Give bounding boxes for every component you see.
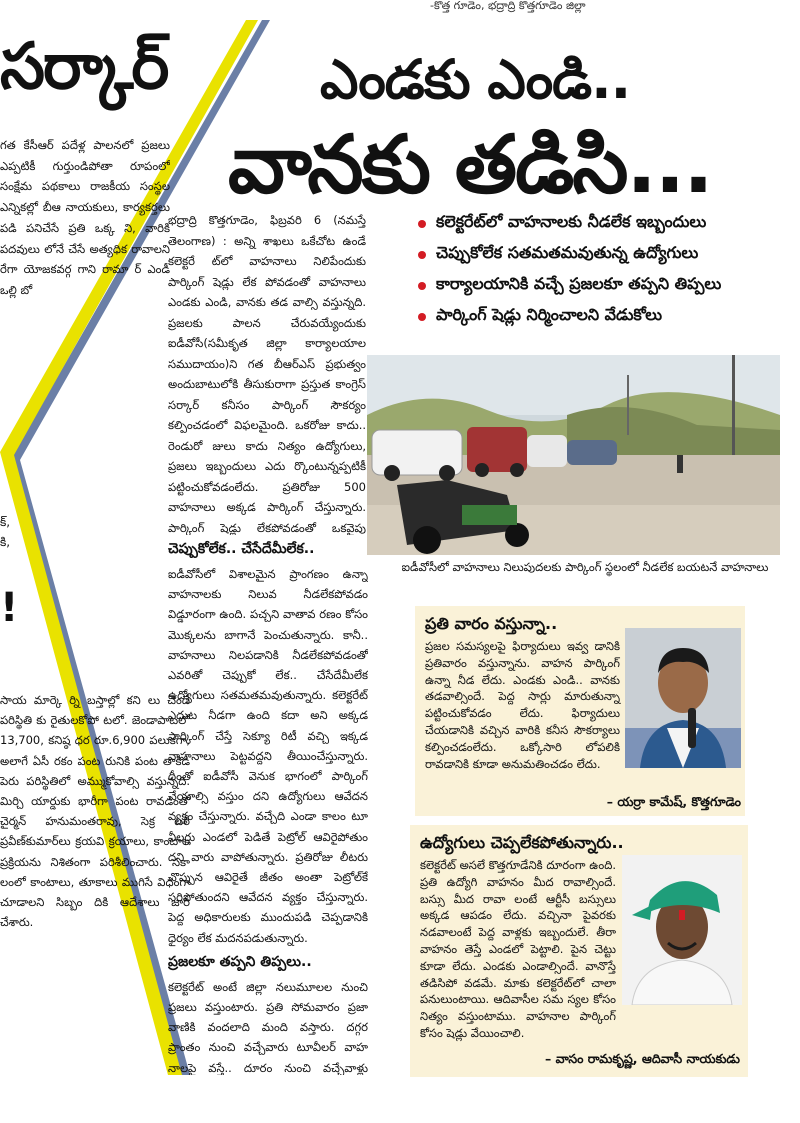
box2-signature: – వాసం రామకృష్ణ, ఆదివాసీ నాయకుడు (545, 1051, 740, 1066)
box1-text: ప్రజల సమస్యలపై ఫిర్యాదులు ఇవ్వ డానికి ప్రతివారం వస్తున్నాను. వాహన పార్కింగ్ ఉన్నా నీడ లేదు. ఎండకు ఎండి.. వానకు తడవాల్సిందే. పెద్ద సార్లు మారుతున్నా పట్టించుకోవడం లేదు. ఫిర్యాదులు చేయడానికి వచ్చిన వారికి కనీస సౌకర్యాలు కల్పించడంలేదు. ఒక్కోసారి లోపలికి రావడానికి కూడా అనుమతించడం లేదు. (425, 639, 620, 771)
article-paragraph-2: ఐడీవోసీలో విశాలమైన ప్రాంగణం ఉన్నా వాహనాలకు నిలువ నీడలేకపోవడం విడ్డూరంగా ఉంది. పచ్చని వాతావ రణం కోసం మొక్కలను బాగానే పెంచుతున్నారు. కానీ.. వాహనాలు నిలపడానికి నీడలేకపోవడంతో ఎవరితో చెప్పుకో లేక.. చేసేదేమీలేక ఉద్యోగులు సతమతమవుతున్నారు. కలెక్టరేట్ ఎదుట నీడగా ఉంది కదా అని అక్కడ పార్కింగ్ చేస్తే సెక్యూ రిటీ వచ్చి ఇక్కడ వాహనాలు పెట్టవద్దని తీయించేస్తున్నారు. దీంతో ఐడీవోసీ వెనుక భాగంలో పార్కింగ్ చేయాల్సి వస్తుం దని ఉద్యోగులు ఆవేదన వ్యక్తం చేస్తున్నారు. వచ్చేది ఎండా కాలం టూ వీలర్లు ఎండలో పెడితే పెట్రోల్ ఆవిరైపోతుం దని వారు వాపోతున్నారు. ప్రతిరోజు లీటరు చొప్పున ఆవిరైతే జీతం అంతా పెట్రోల్‌కే సరిపోతుందని ఆవేదన వ్యక్తం చేస్తున్నారు. పెద్ద అధికారులకు ముందుపడి చెప్పడానికి ధైర్యం లేక మదనపడుతున్నారు. (168, 567, 368, 945)
bullet-item (418, 305, 788, 328)
left-headline: సర్కార్ (0, 30, 168, 104)
box1-person-photo (625, 628, 741, 768)
bullet-text: పార్కింగ్ షెడ్లు నిర్మించాలని వేడుకోలు (436, 305, 663, 324)
left-column-2 (0, 690, 190, 1050)
box1-signature: – యర్రా కామేష్, కొత్తగూడెం (606, 794, 741, 809)
left-paragraph: గత కేసీఆర్ పదేళ్ల పాలనలో ప్రజలు ఎప్పటికీ గుర్తుండిపోతా రూపంలో సంక్షేమ పథకాలు రాజకీయ సంస్థల ఎన్నికల్లో బీఆ నాయకులు, కార్యకర్తలు పడి పనిచేసే ప్రతి ఒక్క ని, వారికి పదవులు లోనే చేసే అత్యధిక రావాలని రేగా యోజకవర్గ గాని రామా ర్ ఎండీ ఒల్లి బో (0, 138, 170, 297)
article-column-1 (168, 210, 366, 535)
left-bang: ! (0, 585, 19, 631)
left-paragraph-2: సాయ మార్కె ర్ని బస్తాల్లో కని లు చెందే పరిస్థితి కు రైతులకోపో టలో. జెండాపాటలో 13,700, కనిష్ఠ ధర రూ.6,900 పలుకగా, అలాగే ఏసీ రకం పంట రునికి పంట తాకిడి పెరు పరిస్థితిలో అమ్ముకోవాల్సి వస్తున్నది. మిర్చి యార్డుకు భారీగా పంట రావడంతో చైర్మన్ హనుమంతరావు, సెక్ర టరీ ప్రవీణ్‌కుమార్‌లు క్రయవి క్రయాలు, కాంటాల ప్రక్రియను నిశితంగా పరిశీలించారు. సకా లంలో కాంటాలు, తూకాలు ముగిసే విధంగా చూడాలని సిబ్బం దికి ఆదేశాలు జారీ చేశారు. (0, 693, 190, 930)
bullet-text: కార్యాలయానికి వచ్చే ప్రజలకూ తప్పని తిప్పలు (436, 274, 722, 293)
top-strip: -కొత్త గూడెం, భద్రాద్రి కొత్తగూడెం జిల్లా (430, 0, 586, 12)
quote-box-1 (415, 606, 745, 816)
box1-title: ప్రతి వారం వస్తున్నా.. (425, 614, 558, 633)
bullet-list (418, 212, 788, 336)
subheading-1: చెప్పుకోలేక.. చేసేదేమీలేక.. (168, 541, 315, 557)
box2-text: కలెక్టరేట్ అసలే కొత్తగూడేనికి దూరంగా ఉంది. ప్రతి ఉద్యోగి వాహనం మీద రావాల్సిందే. బస్సు మీద రావా లంటే ఆర్టీసీ బస్సులు అక్కడ ఆపడం లేదు. వచ్చినా పైవరకు నడవాలంటే పెద్ద వాళ్లకు ఇబ్బందులే. తీరా వాహనం తెస్తే ఎండలో పెట్టాలి. పైన చెట్టు కూడా లేదు. ఎండకు ఎండాల్సిందే. వానొస్తే తడిసిపో వడమే. మాకు కలెక్టరేట్‌లో చాలా పనులుంటాయి. ఆదివాసీల సమ స్యల కోసం నిత్యం వస్తుంటాము. వాహనాల పార్కింగ్ కోసం షెడ్లు వేయించాలి. (420, 858, 616, 1040)
bullet-dot-icon (418, 313, 426, 321)
bullet-item (418, 274, 788, 297)
subheading-2: ప్రజలకూ తప్పని తిప్పలు.. (168, 953, 312, 970)
bullet-text: కలెక్టరేట్‌లో వాహనాలకు నీడలేక ఇబ్బందులు (436, 212, 707, 231)
bullet-dot-icon (418, 220, 426, 228)
left-fragment-2: కి, (0, 535, 11, 549)
article-paragraph-3: కలెక్టరేట్ అంటే జిల్లా నలుమూలల నుంచి ప్రజలు వస్తుంటారు. ప్రతి సోమవారం ప్రజా వాణికి వందలాది మంది వస్తారు. దగ్గర ప్రాంతం నుంచి వచ్చేవారు టూవీలర్ వాహ నాలపై వస్తే.. దూరం నుంచి వచ్చేవాళ్లు (168, 979, 368, 1075)
bullet-item (418, 212, 788, 235)
headline-line-2: వానకు తడిసి... (228, 118, 712, 211)
article-column-2 (168, 535, 368, 1075)
bullet-dot-icon (418, 251, 426, 259)
bullet-dot-icon (418, 282, 426, 290)
article-paragraph-1: భద్రాద్రి కొత్తగూడెం, ఫిబ్రవరి 6 (నమస్తే తెలంగాణ) : అన్ని శాఖలు ఒకేచోట ఉండే కలెక్టరే ట్‌లో వాహనాలు నిలిపేందుకు పార్కింగ్ షెడ్లు లేక పోవడంతో వాహనాలు ఎండకు ఎండి, వానకు తడ వాల్సి వస్తున్నది. ప్రజలకు పాలన చేరువయ్యేందుకు ఐడీవోసీ(సమీకృత జిల్లా కార్యాలయాల సముదాయం)ని గత బీఆర్‌ఎస్ ప్రభుత్వం అందుబాటులోకి తీసుకురాగా ప్రస్తుత కాంగ్రెస్ సర్కార్ కనీసం పార్కింగ్ సౌకర్యం కల్పించడంలో విఫలమైంది. ఒకరోజు కాదు.. రెండురో జులు కాదు నిత్యం ఉద్యోగులు, ప్రజలు ఇబ్బందులు ఎదు ర్కొంటున్నప్పటికీ పట్టించుకోవడంలేదు. ప్రతిరోజు 500 వాహనాలు అక్కడ పార్కింగ్ చేస్తున్నారు. పార్కింగ్ షెడ్లు లేకపోవడంతో ఒకవైపు (168, 213, 366, 535)
photo-caption: ఐడీవోసీలో వాహనాలు నిలుపుదలకు పార్కింగ్ స్థలంలో నీడలేక బయటనే వాహనాలు (401, 560, 769, 574)
left-fragment-1: క్, (0, 515, 11, 529)
left-column (0, 135, 170, 420)
quote-box-2 (410, 825, 748, 1077)
bullet-text: చెప్పుకోలేక సతమతమవుతున్న ఉద్యోగులు (436, 243, 699, 262)
box2-title: ఉద్యోగులు చెప్పలేకపోతున్నారు.. (420, 833, 624, 852)
parking-lot-photo (367, 355, 780, 555)
bullet-item (418, 243, 788, 266)
headline-line-1: ఎండకు ఎండి.. (320, 48, 631, 111)
box2-person-photo (622, 855, 742, 1005)
